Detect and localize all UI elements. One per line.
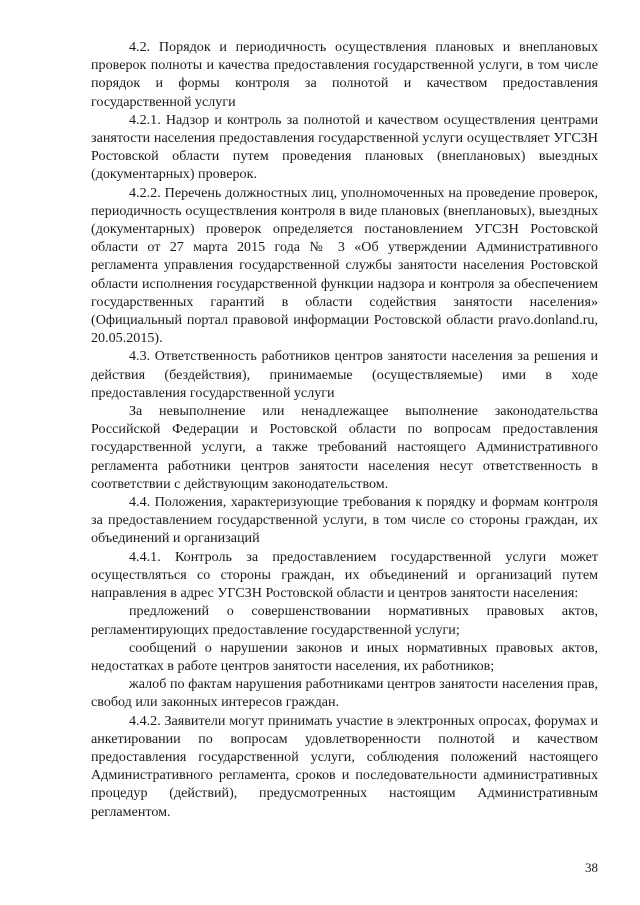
paragraph-4-3: 4.3. Ответственность работников центров занятости населения за решения и действия (бездействия), принимаемые (осуществляемые) ими в ходе предоставления государственной услуги bbox=[91, 348, 598, 401]
document-body bbox=[91, 38, 598, 821]
paragraph-4-2-1: 4.2.1. Надзор и контроль за полнотой и качеством осуществления центрами занятости населения предоставления государственной услуги осуществляет УГСЗН Ростовской области путем проведения плановых (внеплановых) выездных (документарных) проверок. bbox=[91, 111, 598, 183]
paragraph-4-2-2: 4.2.2. Перечень должностных лиц, уполномоченных на проведение проверок, периодичность осуществления контроля в виде плановых (внеплановых), выездных (документарных) проверок определяется постановлением УГСЗН Ростовской области от 27 марта 2015 года № 3 «Об утверждении Административного регламента управления государственной службы занятости населения Ростовской области исполнения государственной функции надзора и контроля за обеспечением государственных гарантий в области содействия занятости населения» (Официальный портал правовой информации Ростовской области pravo.donland.ru, 20.05.2015). bbox=[91, 184, 598, 347]
paragraph-4-4-1: 4.4.1. Контроль за предоставлением государственной услуги может осуществляться со стороны граждан, их объединений и организаций путем направления в адрес УГСЗН Ростовской области и центров занятости населения: bbox=[91, 548, 598, 602]
paragraph-proposals: предложений о совершенствовании нормативных правовых актов, регламентирующих предоставление государственной услуги; bbox=[91, 603, 598, 638]
paragraph-reports: сообщений о нарушении законов и иных нормативных правовых актов, недостатках в работе центров занятости населения, их работников; bbox=[91, 639, 598, 674]
paragraph-responsibility: За невыполнение или ненадлежащее выполнение законодательства Российской Федерации и Ростовской области по вопросам предоставления государственной услуги, а также требований настоящего Административного регламента работники центров занятости населения несут ответственность в соответствии с действующим законодательством. bbox=[91, 403, 598, 492]
paragraph-complaints: жалоб по фактам нарушения работниками центров занятости населения прав, свобод или законных интересов граждан. bbox=[91, 676, 598, 711]
paragraph-4-4: 4.4. Положения, характеризующие требования к порядку и формам контроля за предоставлением государственной услуги, в том числе со стороны граждан, их объединений и организаций bbox=[91, 494, 598, 547]
paragraph-4-2: 4.2. Порядок и периодичность осуществления плановых и внеплановых проверок полноты и качества предоставления государственной услуги, в том числе порядок и формы контроля за полнотой и качеством предоставления государственной услуги bbox=[91, 39, 598, 110]
page-number: 38 bbox=[585, 860, 598, 875]
paragraph-4-4-2: 4.4.2. Заявители могут принимать участие в электронных опросах, форумах и анкетировании по вопросам удовлетворенности полнотой и качеством предоставления государственной услуги, соблюдения положений настоящего Административного регламента, сроков и последовательности административных процедур (действий), предусмотренных настоящим Административным регламентом. bbox=[91, 712, 598, 820]
